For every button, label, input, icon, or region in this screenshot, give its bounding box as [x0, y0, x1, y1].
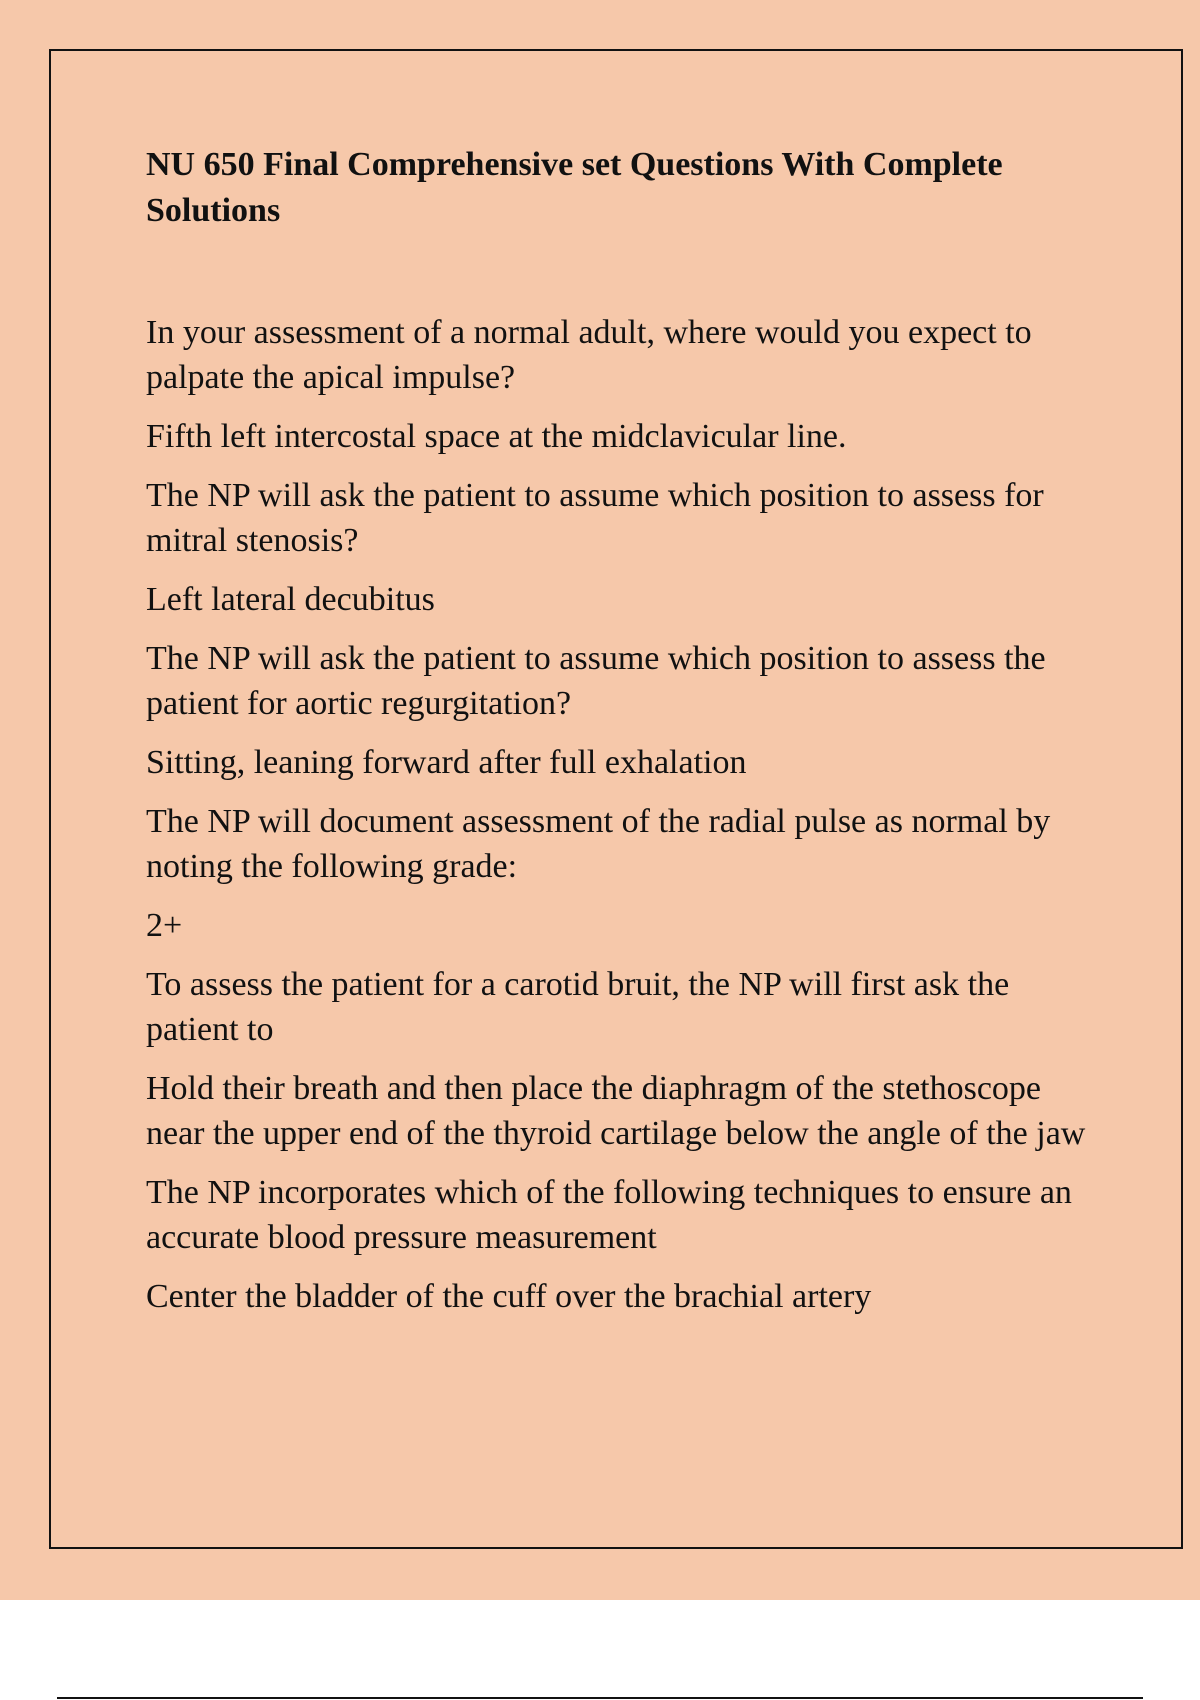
- document-title: NU 650 Final Comprehensive set Questions With Complete Solutions: [146, 146, 1003, 229]
- answer-2: Left lateral decubitus: [146, 581, 435, 618]
- answer-5: Hold their breath and then place the diaphragm of the stethoscope near the upper end of the thyroid cartilage below the angle of the jaw: [146, 1070, 1086, 1152]
- question-5: To assess the patient for a carotid bruit, the NP will first ask the patient to: [146, 966, 1010, 1048]
- document-content: [146, 142, 1096, 1333]
- question-1: In your assessment of a normal adult, where would you expect to palpate the apical impulse?: [146, 314, 1032, 396]
- answer-1: Fifth left intercostal space at the midclavicular line.: [146, 418, 847, 455]
- question-4: The NP will document assessment of the radial pulse as normal by noting the following grade:: [146, 803, 1051, 885]
- answer-3: Sitting, leaning forward after full exhalation: [146, 744, 747, 781]
- answer-4: 2+: [146, 907, 183, 944]
- question-3: The NP will ask the patient to assume which position to assess the patient for aortic regurgitation?: [146, 640, 1046, 722]
- question-2: The NP will ask the patient to assume which position to assess for mitral stenosis?: [146, 477, 1044, 559]
- question-6: The NP incorporates which of the following techniques to ensure an accurate blood pressure measurement: [146, 1174, 1072, 1256]
- answer-6: Center the bladder of the cuff over the brachial artery: [146, 1278, 872, 1315]
- page-bottom-rule: [57, 1697, 1143, 1699]
- question-answer-list: [146, 310, 1096, 1319]
